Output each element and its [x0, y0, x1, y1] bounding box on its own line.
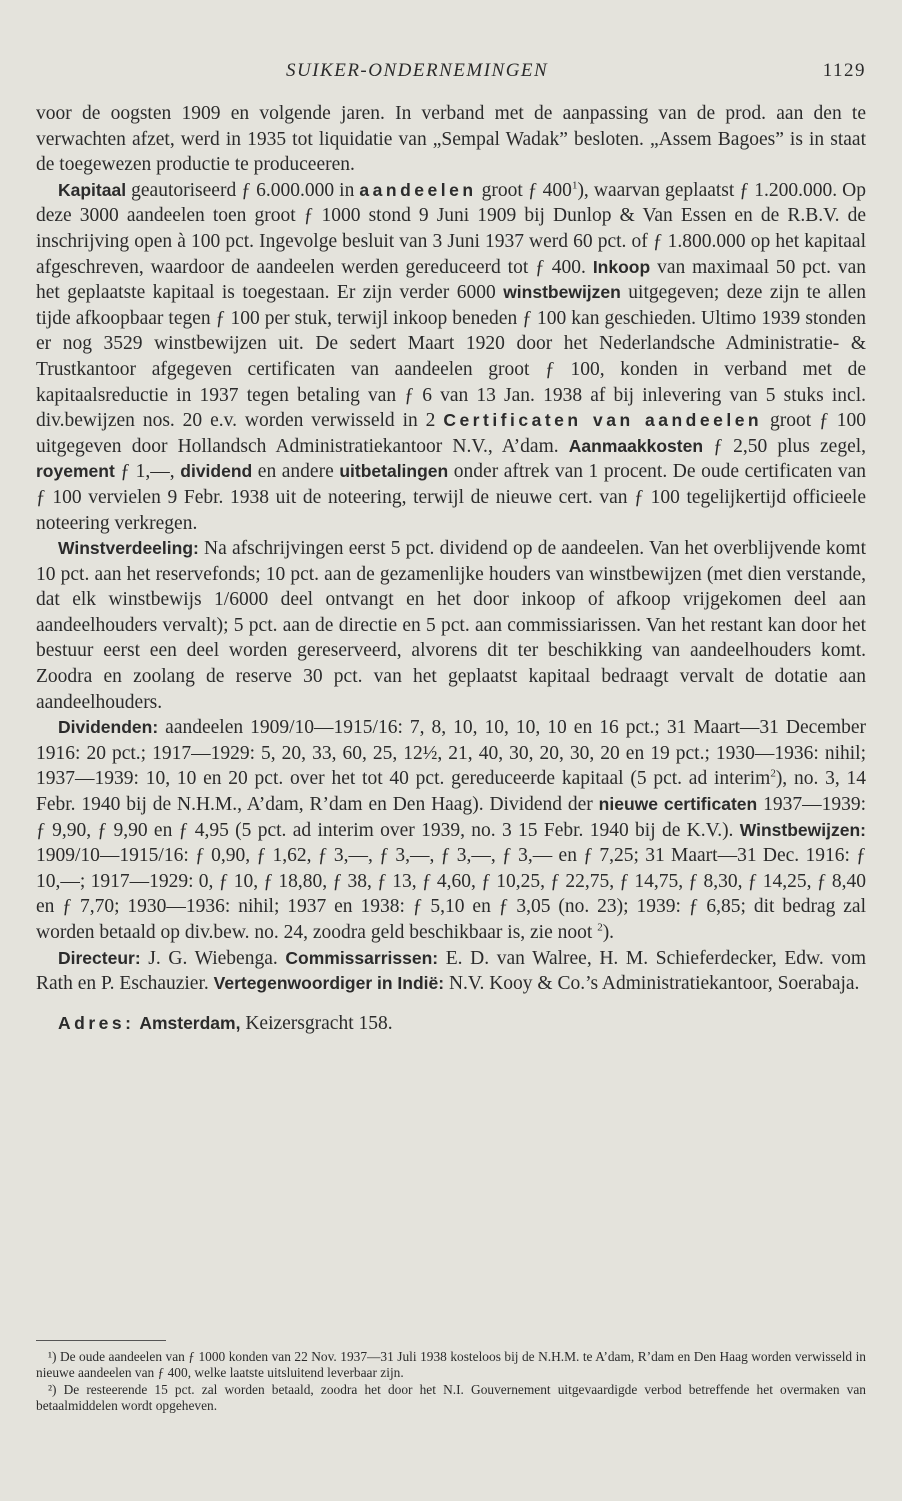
paragraph-winstverdeeling	[36, 536, 866, 715]
inkoop-text-f: en andere	[257, 461, 334, 483]
footnote-1-mark: ¹)	[48, 1349, 57, 1364]
dividenden-text-d: 1909/10—1915/16: ƒ 0,90, ƒ 1,62, ƒ 3,—, ƒ 3,—, ƒ 3,—, ƒ 3,— en ƒ 7,25; 31 Maart—31 Dec. 1916: ƒ 10,—; 1917—1929: 0, ƒ 10, ƒ 18,80, ƒ 38, ƒ 13, ƒ 4,60, ƒ 10,25, ƒ 22,75, ƒ 14,75, ƒ 8,30, ƒ 14,25, ƒ 8,40 en ƒ 7,70; 1930—1936: nihil; 1937 en 1938: ƒ 5,10 en ƒ 3,05 (no. 23); 1939: ƒ 6,85; dit bedrag zal worden betaald op div.bew. no. 24, zoodra geld beschikbaar is, zie noot	[36, 845, 866, 943]
kapitaal-text-b: groot ƒ 400	[481, 179, 572, 201]
footnotes	[36, 1349, 866, 1415]
commissarissen-label: Commissarrissen:	[285, 947, 439, 968]
footnote-2-mark: ²)	[48, 1382, 57, 1398]
footnote-ref-1: 1	[571, 179, 578, 192]
adres-text: Keizersgracht 158.	[245, 1012, 393, 1034]
vertegenwoordiger-text: N.V. Kooy & Co.’s Administratiekantoor, Soerabaja.	[448, 973, 860, 995]
paragraph-directie	[36, 946, 866, 997]
winstverdeeling-label: Winstverdeeling:	[58, 538, 199, 559]
inkoop-label: Inkoop	[592, 256, 651, 277]
inkoop-text-a: van maximaal 50 pct. van het geplaatste kapitaal is toegestaan. Er zijn verder 6000	[36, 256, 867, 304]
uitbetalingen-label: uitbetalingen	[339, 461, 449, 482]
paragraph-kapitaal	[36, 178, 866, 536]
adres-label: Adres:	[58, 1012, 135, 1033]
footnote-1	[36, 1349, 866, 1380]
kapitaal-text-a: geautoriseerd ƒ 6.000.000 in	[131, 179, 355, 201]
dividenden-text-a: aandeelen 1909/10—1915/16: 7, 8, 10, 10, 10, 10 en 16 pct.; 31 Maart—31 December 1916: 20 pct.; 1917—1929: 5, 20, 33, 60, 25, 12½, 21, 40, 30, 20, 30, 20 en 19 pct.; 1930—1936: nihil; 1937—1939: 10, 10 en 20 pct. over het tot 40 pct. gereduceerde kapitaal (5 pct. ad interim	[36, 717, 867, 790]
kapitaal-text-c: ), waarvan geplaatst ƒ 1.200.000. Op deze 3000 aandeelen toen groot ƒ 1000 stond 9 Juni 1909 bij Dunlop & Van Essen en de R.B.V. de inschrijving open à 100 pct. Ingevolge besluit van 3 Juni 1937 werd 60 pct. of ƒ 1.800.000 op het kapitaal afgeschreven, waardoor de aandeelen werden gereduceerd tot ƒ 400.	[36, 179, 866, 278]
page-header	[0, 60, 902, 90]
dividenden-label: Dividenden:	[58, 717, 159, 738]
royement-label: royement	[36, 461, 115, 482]
kapitaal-label: Kapitaal	[58, 179, 127, 200]
body-text	[36, 101, 866, 1036]
paragraph-intro	[36, 101, 866, 178]
footnote-1-text: De oude aandeelen van ƒ 1000 konden van 22 Nov. 1937—31 Juli 1938 kosteloos bij de N.H.M. te A’dam, R’dam en Den Haag worden verwisseld in nieuwe aandeelen van ƒ 400, welke laatste uitsluitend leverbaar zijn.	[36, 1349, 866, 1380]
inkoop-text-d: ƒ 2,50 plus zegel,	[713, 435, 867, 457]
spacer	[36, 997, 866, 1011]
winstverdeeling-text: Na afschrijvingen eerst 5 pct. dividend op de aandeelen. Van het overblijvende komt 10 pct. aan het reservefonds; 10 pct. aan de gezamenlijke houders van winstbewijzen (met dien verstande, dat elk winstbewijs 1/6000 deel ontvangt en het door inkoop of afkoop vrijgekomen deel aan aandeelhouders vervalt); 5 pct. aan de directie en 5 pct. aan commissiarissen. Van het restant kan door het bestuur eerst een deel worden gereserveerd, alvorens dit ter beschikking van aandeelhouders komt. Zoodra en zoolang de reserve 30 pct. van het geplaatst kapitaal bedraagt vervalt de dotatie aan aandeelhouders.	[36, 538, 866, 713]
winstbewijzen-label: winstbewijzen	[503, 282, 621, 303]
winstbewijzen-dividend-label: Winstbewijzen:	[739, 819, 866, 840]
vertegenwoordiger-label: Vertegenwoordiger in Indië:	[213, 973, 445, 994]
inkoop-text-c: groot ƒ 100 uitgegeven door Hollandsch Administratiekantoor N.V., A’dam.	[36, 410, 867, 457]
dividenden-text-e: ).	[602, 922, 615, 943]
certificaten-spaced: Certificaten van aandeelen	[443, 410, 763, 431]
nieuwe-certificaten-label: nieuwe certificaten	[598, 794, 758, 815]
paragraph-adres	[36, 1011, 866, 1037]
footnote-rule	[36, 1340, 166, 1341]
inkoop-text-b: uitgegeven; deze zijn te allen tijde afkoopbaar tegen ƒ 100 per stuk, terwijl inkoop beneden ƒ 100 kan geschieden. Ultimo 1939 stonden er nog 3529 winstbewijzen uit. De sedert Maart 1920 door het Nederlandsche Administratie- & Trustkantoor afgegeven certificaten van aandeelen groot ƒ 100, konden in verband met de kapitaalsreductie in 1937 tegen betaling van ƒ 6 van 13 Jan. 1938 af bij inlevering van 5 stuks incl. div.bewijzen nos. 20 e.v. worden verwisseld in 2	[36, 282, 866, 432]
aandeelen-spaced: aandeelen	[359, 179, 477, 200]
footnote-ref-2b: 2	[597, 921, 603, 934]
intro-text: voor de oogsten 1909 en volgende jaren. In verband met de aanpassing van de prod. aan den te verwachten afzet, werd in 1935 tot liquidatie van „Sempal Wadak” besloten. „Assem Bagoes” is in staat de toegewezen productie te produceeren.	[36, 103, 866, 176]
commissarissen-text: E. D. van Walree, H. M. Schieferdecker, Edw. vom Rath en P. Eschauzier.	[36, 947, 867, 995]
inkoop-text-g: onder aftrek van 1 procent. De oude certificaten van ƒ 100 vervielen 9 Febr. 1938 uit de noteering, terwijl de nieuwe cert. van ƒ 100 tegelijkertijd officieele noteering verkregen.	[36, 461, 867, 534]
footnote-2	[36, 1382, 866, 1413]
dividend-label: dividend	[180, 461, 253, 482]
inkoop-text-e: ƒ 1,—,	[120, 461, 175, 483]
page-number: 1129	[822, 60, 866, 81]
running-title: SUIKER-ONDERNEMINGEN	[286, 60, 549, 81]
footnote-2-text: De resteerende 15 pct. zal worden betaald, zoodra het door het N.I. Gouvernement uitgevaardigde verbod betreffende het overmaken van betaalmiddelen wordt opgeheven.	[36, 1382, 866, 1413]
dividenden-text-b: ), no. 3, 14 Febr. 1940 bij de N.H.M., A’dam, R’dam en Den Haag). Dividend der	[36, 768, 866, 816]
adres-city: Amsterdam,	[139, 1012, 241, 1033]
paragraph-dividenden	[36, 715, 866, 945]
footnote-ref-2: 2	[770, 767, 776, 780]
directeur-label: Directeur:	[58, 947, 141, 968]
aanmaakkosten-label: Aanmaakkosten	[568, 435, 704, 456]
directeur-text: J. G. Wiebenga.	[148, 947, 278, 969]
dividenden-text-c: 1937—1939: ƒ 9,90, ƒ 9,90 en ƒ 4,95 (5 pct. ad interim over 1939, no. 3 15 Febr. 1940 bij de K.V.).	[36, 794, 867, 841]
